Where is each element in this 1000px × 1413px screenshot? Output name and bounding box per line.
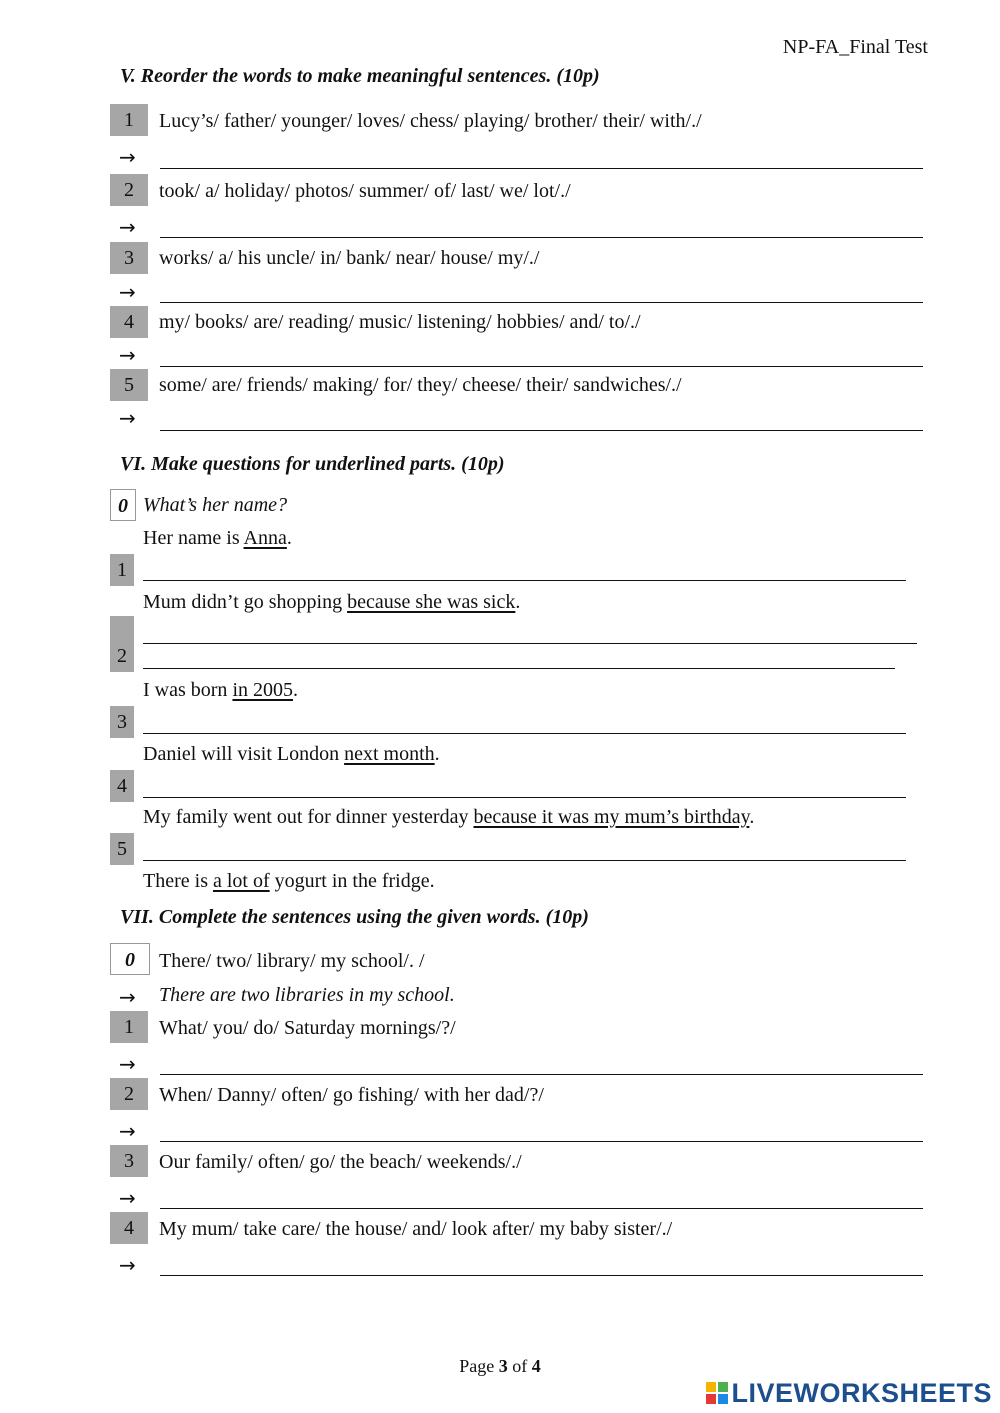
item-number: 4: [110, 770, 134, 802]
item-number: 3: [110, 706, 134, 738]
statement: There is a lot of yogurt in the fridge.: [143, 870, 435, 892]
answer-line[interactable]: [143, 643, 917, 644]
item-number: 4: [110, 1212, 148, 1244]
word-prompt: took/ a/ holiday/ photos/ summer/ of/ last/ we/ lot/./: [159, 180, 571, 202]
answer-line[interactable]: [143, 668, 895, 669]
example-prompt: There/ two/ library/ my school/. /: [159, 950, 425, 972]
word-prompt: What/ you/ do/ Saturday mornings/?/: [159, 1017, 456, 1039]
section-7-title: VII. Complete the sentences using the given words. (10p): [120, 906, 589, 928]
statement: My family went out for dinner yesterday because it was my mum’s birthday.: [143, 806, 755, 828]
item-number: 2: [110, 174, 148, 206]
item-number: 1: [110, 1011, 148, 1043]
word-prompt: Lucy’s/ father/ younger/ loves/ chess/ playing/ brother/ their/ with/./: [159, 110, 702, 132]
arrow-icon: →: [119, 406, 136, 430]
arrow-icon: →: [119, 1119, 136, 1143]
arrow-icon: →: [119, 343, 136, 367]
word-prompt: my/ books/ are/ reading/ music/ listening/ hobbies/ and/ to/./: [159, 311, 641, 333]
answer-line[interactable]: [143, 580, 906, 581]
item-number: 5: [110, 833, 134, 865]
answer-line[interactable]: [160, 168, 923, 169]
statement: I was born in 2005.: [143, 679, 298, 701]
answer-line[interactable]: [160, 1275, 923, 1276]
item-number: 2: [110, 1078, 148, 1110]
answer-line[interactable]: [143, 733, 906, 734]
statement: Mum didn’t go shopping because she was sick.: [143, 591, 521, 613]
item-number: 3: [110, 242, 148, 274]
item-number: 3: [110, 1145, 148, 1177]
answer-line[interactable]: [160, 1141, 923, 1142]
item-number: 4: [110, 306, 148, 338]
liveworksheets-icon: [706, 1382, 728, 1404]
example-number: 0: [110, 489, 136, 521]
answer-line[interactable]: [160, 1074, 923, 1075]
answer-line[interactable]: [160, 430, 923, 431]
item-number: 1: [110, 554, 134, 586]
section-6-title: VI. Make questions for underlined parts. (10p): [120, 453, 505, 475]
arrow-icon: →: [119, 215, 136, 239]
word-prompt: When/ Danny/ often/ go fishing/ with her dad/?/: [159, 1084, 544, 1106]
answer-line[interactable]: [160, 237, 923, 238]
page-number: Page 3 of 4: [459, 1356, 541, 1376]
answer-line[interactable]: [160, 366, 923, 367]
arrow-icon: →: [119, 145, 136, 169]
item-number: 2: [110, 616, 134, 672]
statement: Her name is Anna.: [143, 527, 292, 549]
arrow-icon: →: [119, 985, 136, 1009]
statement: Daniel will visit London next month.: [143, 743, 440, 765]
example-number: 0: [110, 943, 150, 975]
example-answer: There are two libraries in my school.: [159, 984, 455, 1006]
document-code: NP-FA_Final Test: [782, 36, 928, 58]
word-prompt: Our family/ often/ go/ the beach/ weekends/./: [159, 1151, 522, 1173]
answer-line[interactable]: [160, 1208, 923, 1209]
answer-line[interactable]: [143, 797, 906, 798]
logo-text: LIVEWORKSHEETS: [731, 1378, 992, 1408]
item-number: 5: [110, 369, 148, 401]
arrow-icon: →: [119, 1052, 136, 1076]
item-number: 1: [110, 104, 148, 136]
word-prompt: some/ are/ friends/ making/ for/ they/ cheese/ their/ sandwiches/./: [159, 374, 682, 396]
section-5-title: V. Reorder the words to make meaningful sentences. (10p): [120, 65, 600, 87]
word-prompt: works/ a/ his uncle/ in/ bank/ near/ house/ my/./: [159, 247, 540, 269]
example-question: What’s her name?: [143, 494, 288, 516]
arrow-icon: →: [119, 280, 136, 304]
word-prompt: My mum/ take care/ the house/ and/ look after/ my baby sister/./: [159, 1218, 673, 1240]
arrow-icon: →: [119, 1186, 136, 1210]
answer-line[interactable]: [160, 302, 923, 303]
answer-line[interactable]: [143, 860, 906, 861]
arrow-icon: →: [119, 1253, 136, 1277]
liveworksheets-logo[interactable]: [706, 1378, 992, 1409]
